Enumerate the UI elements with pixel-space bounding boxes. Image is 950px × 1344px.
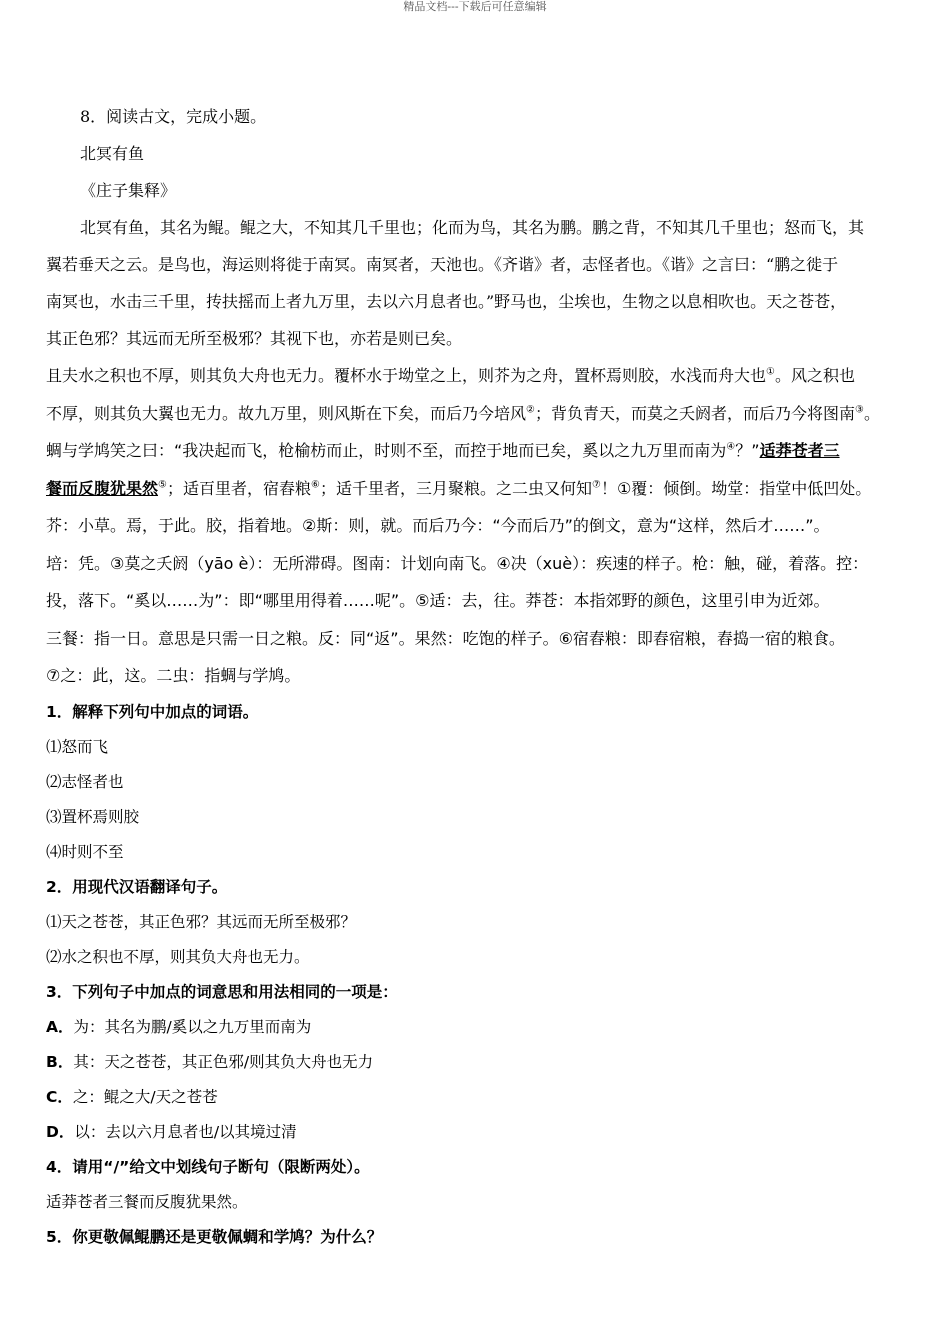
footnote-line: 芥：小草。焉，于此。胶，指着地。②斯：则，就。而后乃今：“今而后乃”的倒文，意为“这样，然后才……”。 [46, 516, 830, 535]
footnote-ref: ④ [726, 441, 736, 453]
footnote-line: ⑦之：此，这。二虫：指蜩与学鸠。 [46, 666, 301, 685]
passage-line: 蜩与学鸠笑之曰：“我决起而飞，枪榆枋而止，时则不至，而控于地而已矣，奚以之九万里而南为④？”适莽苍者三 [46, 441, 840, 460]
question-1-item: ⑴怒而飞 [46, 730, 908, 765]
dotted-word: 之 [171, 1080, 187, 1115]
question-3-title: 3．下列句子中加点的词意思和用法相同的一项是： [46, 982, 398, 1001]
passage-source: 《庄子集释》 [80, 181, 177, 200]
footnote-line: 培：凭。③莫之夭阏（yāo è）：无所滞碍。图南：计划向南飞。④决（xuè）：疾速的样子。枪：触，碰，着落。控： [46, 553, 869, 573]
question-title: 8．阅读古文，完成小题。 [80, 107, 267, 126]
option-a[interactable]: A．为：其名为鹏/奚以之九万里而南为 [46, 1010, 908, 1045]
dotted-word: 怒 [62, 730, 78, 765]
question-5-title: 5．你更敬佩鲲鹏还是更敬佩蜩和学鸠？为什么？ [46, 1227, 383, 1246]
passage-part-1 [46, 209, 908, 357]
question-1-item: ⑵志怪者也 [46, 765, 908, 800]
question-4-sentence: 适莽苍者三餐而反腹犹果然。 [46, 1192, 248, 1211]
passage-part-2 [46, 357, 908, 695]
footnote-ref: ⑦ [591, 479, 601, 491]
dotted-word: 之 [119, 1080, 135, 1115]
question-1-item: ⑷时则不至 [46, 835, 908, 870]
questions [46, 695, 908, 1255]
question-1-item: ⑶置杯焉则胶 [46, 800, 908, 835]
question-2-item: ⑵水之积也不厚，则其负大舟也无力。 [46, 947, 310, 966]
passage-line: 餐而反腹犹果然⑤；适百里者，宿舂粮⑥；适千里者，三月聚粮。之二虫又何知⑦！①覆：倾倒。坳堂：指堂中低凹处。 [46, 478, 872, 498]
option-b[interactable]: B．其：天之苍苍，其正色邪/则其负大舟也无力 [46, 1045, 908, 1080]
dotted-word: 为 [136, 1010, 152, 1045]
passage-line: 南冥也，水击三千里，抟扶摇而上者九万里，去以六月息者也。”野马也，尘埃也，生物之以息相吹也。天之苍苍， [46, 292, 847, 311]
passage-line: 翼若垂天之云。是鸟也，海运则将徙于南冥。南冥者，天池也。《齐谐》者，志怪者也。《谐》之言曰：“鹏之徙于 [46, 255, 839, 274]
footnote-ref: ⑤ [158, 479, 167, 491]
question-1-title: 1．解释下列句中加点的词语。 [46, 702, 259, 721]
dotted-word: 志 [62, 765, 78, 800]
underlined-sentence: 适莽苍者三 [759, 441, 840, 460]
dotted-word: 置 [62, 800, 78, 835]
question-2-item: ⑴天之苍苍，其正色邪？其远而无所至极邪？ [46, 912, 357, 931]
question-2-title: 2．用现代汉语翻译句子。 [46, 877, 228, 896]
footnote-line: 投，落下。“奚以……为”：即“哪里用得着……呢”。⑤适：去，往。莽苍：本指郊野的颜色，这里引申为近郊。 [46, 591, 830, 610]
option-d[interactable]: D．以：去以六月息者也/以其境过清 [46, 1115, 908, 1150]
footnote-line: 三餐：指一日。意思是只需一日之粮。反：同“返”。果然：吃饱的样子。⑥宿舂粮：即舂宿粮，舂捣一宿的粮食。 [46, 628, 845, 648]
option-c[interactable]: C．之：鲲之大/天之苍苍 [46, 1080, 908, 1115]
dotted-word: 其 [265, 1045, 281, 1080]
footnote-ref: ③ [855, 404, 864, 416]
underlined-sentence: 餐而反腹犹果然 [46, 478, 159, 498]
footnote-ref: ⑥ [311, 479, 320, 491]
footnote-ref: ② [526, 404, 535, 416]
dotted-word: 以 [219, 1115, 235, 1150]
passage-line: 其正色邪？其远而无所至极邪？其视下也，亦若是则已矣。 [46, 329, 463, 348]
passage-title: 北冥有鱼 [80, 144, 145, 163]
passage-line: 不厚，则其负大翼也无力。故九万里，则风斯在下矣，而后乃今培风②；背负青天，而莫之夭阏者，而后乃今将图南③。 [46, 403, 880, 423]
question-4-title: 4．请用“/”给文中划线句子断句（限断两处）。 [46, 1157, 370, 1176]
passage-line: 且夫水之积也不厚，则其负大舟也无力。覆杯水于坳堂之上，则芥为之舟，置杯焉则胶，水浅而舟大也①。风之积也 [46, 366, 855, 385]
dotted-word: 至 [108, 835, 124, 870]
page-header: 精品文档---下载后可任意编辑 [403, 0, 547, 13]
document-body [46, 98, 908, 1255]
dotted-word: 为 [296, 1010, 312, 1045]
dotted-word: 其 [182, 1045, 198, 1080]
passage-line: 北冥有鱼，其名为鲲。鲲之大，不知其几千里也；化而为鸟，其名为鹏。鹏之背，不知其几千里也；怒而飞，其 [80, 218, 865, 237]
dotted-word: 以 [121, 1115, 137, 1150]
footnote-ref: ① [766, 366, 775, 378]
